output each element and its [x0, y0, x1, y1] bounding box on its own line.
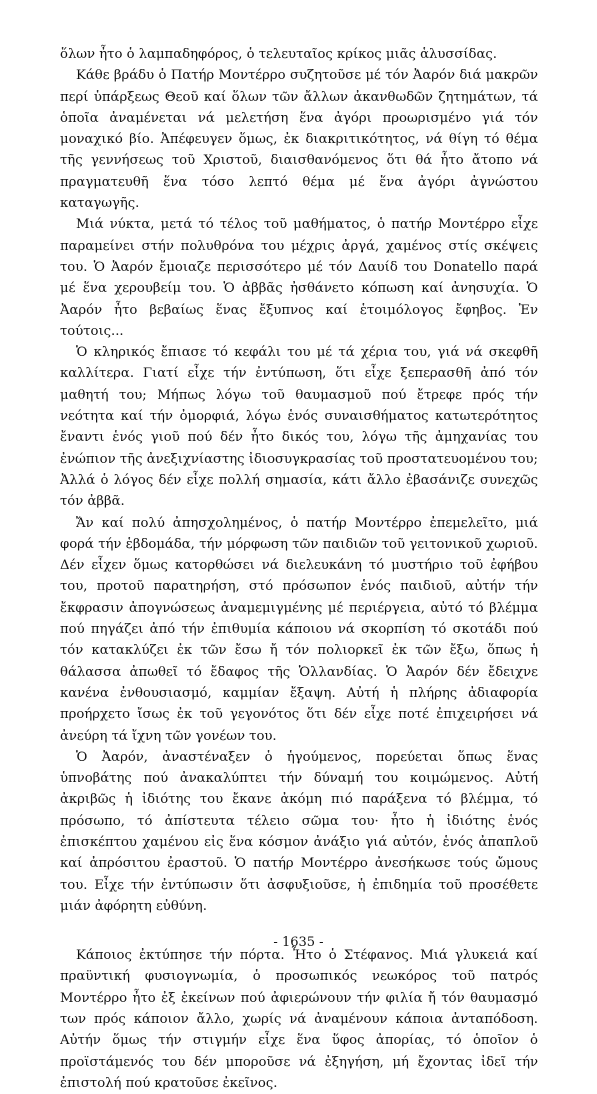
paragraph: ὅλων ἦτο ὁ λαμπαδηφόρος, ὁ τελευταῖος κρίκος μιᾶς ἁλυσσίδας.	[60, 47, 497, 62]
paragraph: Κάθε βράδυ ὁ Πατήρ Μοντέρρο συζητοῦσε μέ τόν Ἀαρόν διά μακρῶν περί ὑπάρξεως Θεοῦ καί ὅλων τῶν ἄλλων ἀκανθωδῶν ζητημάτων, τά ὁποῖα ἀναμένεται νά μελετήση ἕνα ἀγόρι προωρισμένο γιά τόν μοναχικό βίο. Ἀπέφευγεν ὅμως, ἐκ διακριτικότητος, νά θίγη τό θέμα τῆς γεννήσεως τοῦ Χριστοῦ, διαισθανόμενος ὅτι θά ἦτο ἄτοπο νά πραγματευθῆ ἕνα τόσο λεπτό θέμα μέ ἕνα ἀγόρι ἀγνώστου καταγωγῆς.	[60, 68, 538, 212]
paragraph: Ὁ κληρικός ἔπιασε τό κεφάλι του μέ τά χέρια του, γιά νά σκεφθῆ καλλίτερα. Γιατί εἶχε τήν ἐντύπωση, ὅτι εἶχε ξεπερασθῆ ἀπό τόν μαθητή του; Μήπως λόγω τοῦ θαυμασμοῦ πού ἔτρεφε πρός τήν νεότητα καί τήν ὀμορφιά, λόγω ἑνός συναισθήματος κατωτερότητος ἔναντι ἑνός γιοῦ πού δέν ἦτο δικός του, λόγω τῆς ἀμηχανίας του ἐνώπιον τῆς ἀνεξιχνίαστης ἰδιοσυγκρασίας τοῦ προστατευομένου του; Ἀλλά ὁ λόγος δέν εἶχε πολλή σημασία, κάτι ἄλλο ἐβασάνιζε συνεχῶς τόν ἀββᾶ.	[60, 345, 538, 510]
paragraph: Ἄν καί πολύ ἀπησχολημένος, ὁ πατήρ Μοντέρρο ἐπεμελεῖτο, μιά φορά τήν ἑβδομάδα, τήν μόρφωση τῶν παιδιῶν τοῦ γειτονικοῦ χωριοῦ. Δέν εἶχεν ὅμως κατορθώσει νά διελευκάνη τό μυστήριο τοῦ ἐφήβου του, προτοῦ παρατηρήση, στό πρόσωπον ἑνός παιδιοῦ, αὐτήν τήν ἔκφρασιν ἀπογνώσεως ἀναμεμιγμένης μέ περιέργεια, αὐτό τό βλέμμα πού πηγάζει ἀπό τήν ἐπιθυμία κάποιου νά σκορπίση τό σκοτάδι πού τόν κατακλύζει ἐκ τῶν ἔσω ἤ τόν πολιορκεῖ ἐκ τῶν ἔξω, ὅπως ἡ θάλασσα ἀπωθεῖ τό ἔδαφος τῆς Ὁλλανδίας. Ὁ Ἀαρόν δέν ἔδειχνε κανένα ἐνθουσιασμό, καμμίαν ἔξαψη. Αὐτή ἡ πλήρης ἀδιαφορία προήρχετο ἴσως ἐκ τοῦ γεγονότος ὅτι δέν εἶχε ποτέ ἐπιχειρήσει νά ἀνεύρη τά ἴχνη τῶν γονέων του.	[60, 515, 538, 744]
page-number: - 1635 -	[273, 935, 324, 950]
paragraph: Μιά νύκτα, μετά τό τέλος τοῦ μαθήματος, ὁ πατήρ Μοντέρρο εἶχε παραμείνει στήν πολυθρόνα του μέχρις ἀργά, χαμένος στίς σκέψεις του. Ὁ Ἀαρόν ἔμοιαζε περισσότερο μέ τόν Δαυίδ του Donatello παρά μέ ἕνα χερουβείμ του. Ὁ ἀββᾶς ἠσθάνετο κόπωση καί ἀνησυχία. Ὁ Ἀαρόν ἦτο βεβαίως ἕνας ἔξυπνος καί ἑτοιμόλογος ἔφηβος. Ἐν τούτοις...	[60, 217, 538, 339]
paragraph: Κάποιος ἐκτύπησε τήν πόρτα. Ἦτο ὁ Στέφανος. Μιά γλυκειά καί πραϋντική φυσιογνωμία, ὁ προσωπικός νεωκόρος τοῦ πατρός Μοντέρρο ἦτο ἐξ ἐκείνων πού ἀφιερώνουν τήν φιλία ἤ τόν θαυμασμό των πρός κάποιον ἄλλο, χωρίς νά ἀναμένουν κάποια ἀνταπόδοση. Αὐτήν ὅμως τήν στιγμήν εἶχε ἕνα ὕφος ἀπορίας, τό ὁποῖον ὁ προϊστάμενός του δέν μποροῦσε νά ἐξηγήση, μή ἔχοντας ἰδεῖ τήν ἐπιστολή πού κρατοῦσε ἐκεῖνος.	[60, 948, 538, 1091]
paragraph: Ὁ Ἀαρόν, ἀναστέναξεν ὁ ἡγούμενος, πορεύεται ὅπως ἕνας ὑπνοβάτης πού ἀνακαλύπτει τήν δύναμή του κοιμώμενος. Αὐτή ἀκριβῶς ἡ ἰδιότης του ἔκανε ἀκόμη πιό παράξενα τό βλέμμα, τό πρόσωπο, τό ἀπίστευτα τέλειο σῶμα του· ἦτο ἡ ἰδιότης ἑνός ἐπισκέπτου χαμένου εἰς ἕνα κόσμον ἀνάξιο γιά αὐτόν, ἑνός ἀπαπλοῦ καί ἀπρόσιτου ἐραστοῦ. Ὁ πατήρ Μοντέρρο ἀνεσήκωσε τούς ὤμους του. Εἶχε τήν ἐντύπωσιν ὅτι ἀσφυξιοῦσε, ἡ ἐπιδημία τοῦ προσέθετε μιάν ἀφόρητη εὐθύνη.	[60, 749, 538, 914]
